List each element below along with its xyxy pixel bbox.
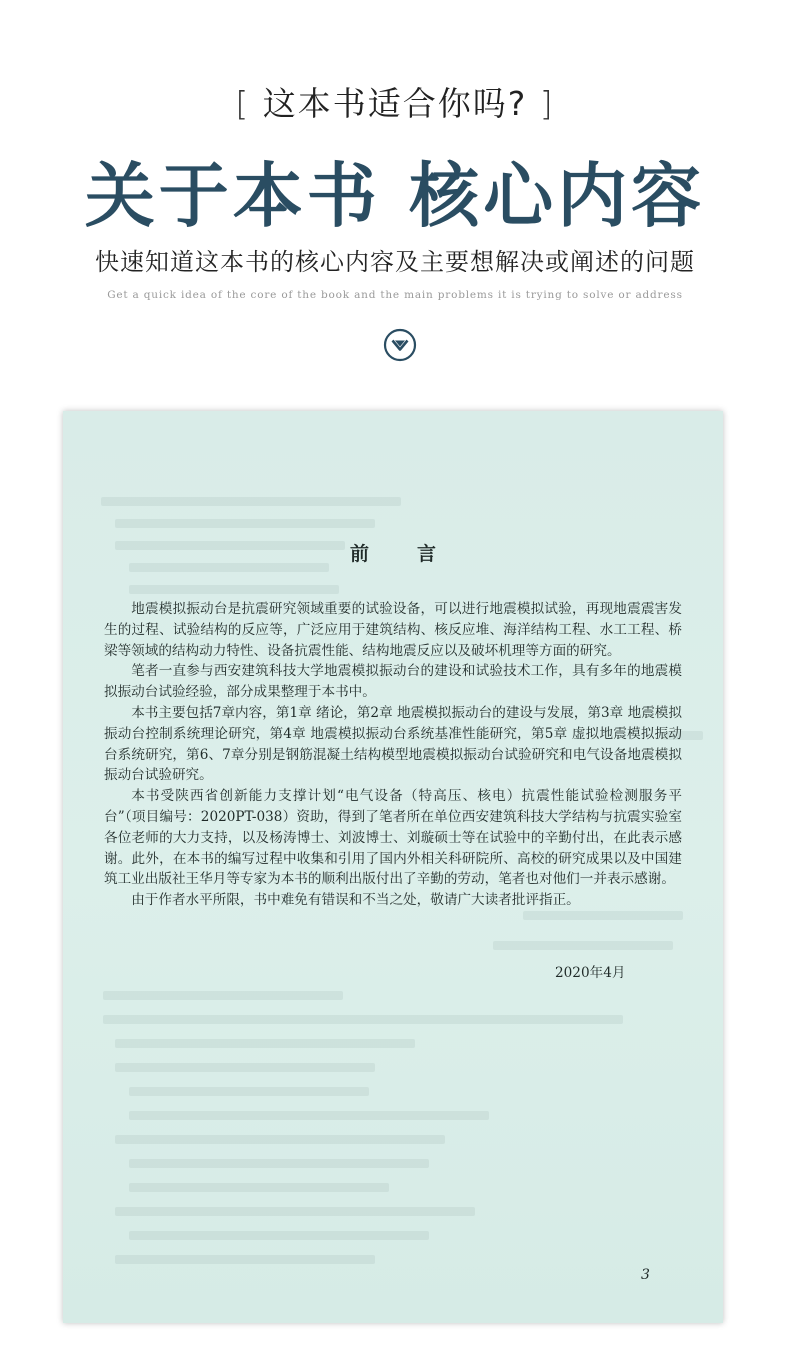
preface-paragraph: 本书主要包括7章内容，第1章 绪论，第2章 地震模拟振动台的建设与发展，第3章 地震模拟振动台控制系统理论研究，第4章 地震模拟振动台系统基准性能研究，第5章 虚拟地震模拟振动台系统研究，第6、7章分别是钢筋混凝土结构模型地震模拟振动台试验研究和电气设备地震模拟振动台试验研究。: [104, 704, 682, 784]
tag-text: 这本书适合你吗?: [262, 84, 528, 123]
preface-paragraph: 本书受陕西省创新能力支撑计划“电气设备（特高压、核电）抗震性能试验检测服务平台”（项目编号：2020PT-038）资助，得到了笔者所在单位西安建筑科技大学结构与抗震实验室各位老师的大力支持，以及杨涛博士、刘波博士、刘璇硕士等在试验中的辛勤付出，在此表示感谢。此外，在本书的编写过程中收集和引用了国内外相关科研院所、高校的研究成果以及中国建筑工业出版社王华月等专家为本书的顺利出版付出了辛勤的劳动，笔者也对他们一并表示感谢。: [104, 788, 682, 888]
page-subtitle: 快速知道这本书的核心内容及主要想解决或阐述的问题: [95, 248, 695, 276]
preface-heading: 前言: [349, 543, 484, 565]
page-title: 关于本书 核心内容: [84, 154, 706, 237]
preface-body: [104, 599, 682, 911]
english-subtitle: Get a quick idea of the core of the book and the main problems it is trying to solve or address: [107, 289, 683, 301]
book-page-photo: [63, 411, 723, 1323]
section-tag: [0, 78, 790, 125]
preface-paragraph: 地震模拟振动台是抗震研究领域重要的试验设备，可以进行地震模拟试验，再现地震震害发生的过程、试验结构的反应等，广泛应用于建筑结构、核反应堆、海洋结构工程、水工工程、桥梁等领域的结构动力特性、设备抗震性能、结构地震反应以及破坏机理等方面的研究。: [104, 601, 682, 659]
preface-paragraph: 笔者一直参与西安建筑科技大学地震模拟振动台的建设和试验技术工作，具有多年的地震模拟振动台试验经验，部分成果整理于本书中。: [104, 663, 682, 701]
header-banner: [0, 0, 790, 400]
preface-paragraph: 由于作者水平所限，书中难免有错误和不当之处，敬请广大读者批评指正。: [131, 892, 580, 909]
preface-date: 2020年4月: [555, 965, 626, 981]
page-number: 3: [641, 1267, 650, 1283]
tag-bracket-close: ]: [539, 84, 555, 123]
tag-bracket-open: [: [235, 84, 251, 123]
chevron-down-circle-icon: [383, 328, 417, 362]
